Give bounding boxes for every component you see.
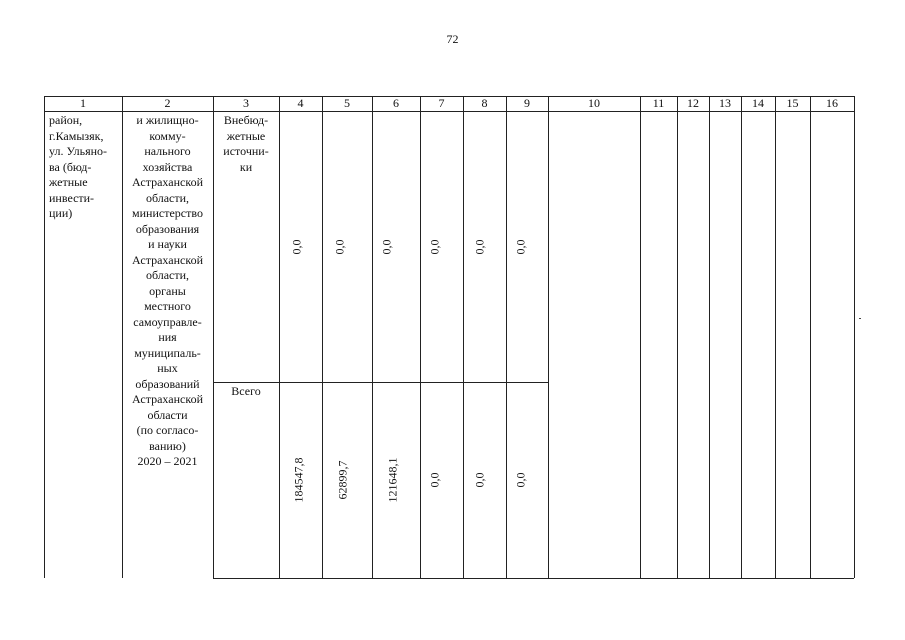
value-total-col8: 0,0	[472, 472, 487, 488]
col-header: 11	[652, 96, 665, 110]
col-border	[741, 96, 742, 578]
col-border	[322, 96, 323, 578]
col-border	[810, 96, 811, 578]
funding-source-extrabudgetary: Внебюд- жетные источни- ки	[223, 113, 269, 174]
table-bottom-border	[213, 578, 854, 579]
col-header: 7	[438, 96, 445, 110]
col-header: 8	[481, 96, 488, 110]
col-border	[677, 96, 678, 578]
col-border	[44, 96, 45, 578]
col-border	[640, 96, 641, 578]
col-header: 2	[164, 96, 171, 110]
value-total-col6: 121648,1	[385, 457, 400, 503]
col-border	[463, 96, 464, 578]
col-border	[420, 96, 421, 578]
row-divider	[213, 382, 548, 383]
object-location-cell: район, г.Камызяк, ул. Ульяно- ва (бюд- жетные инвести- ции)	[49, 113, 108, 220]
value-extrabudgetary-col7: 0,0	[427, 239, 442, 255]
value-extrabudgetary-col4: 0,0	[289, 239, 304, 255]
col-header: 13	[719, 96, 731, 110]
scan-speck	[859, 318, 861, 319]
funding-source-total: Всего	[231, 384, 261, 398]
value-total-col5: 62899,7	[335, 460, 350, 500]
value-extrabudgetary-col8: 0,0	[472, 239, 487, 255]
col-border	[548, 96, 549, 578]
col-header: 4	[297, 96, 304, 110]
value-total-col4: 184547,8	[291, 457, 306, 503]
col-header: 5	[344, 96, 350, 110]
responsible-executor-cell: и жилищно- комму- нального хозяйства Астраханской области, министерство образования и науки Астраханской области, органы местного самоуправле- ния муниципаль- ных образований Астраханской области (по согласо- ванию) 2020 – 2021	[132, 113, 203, 468]
col-header: 9	[524, 96, 530, 110]
value-total-col7: 0,0	[427, 472, 442, 488]
value-extrabudgetary-col6: 0,0	[379, 239, 394, 255]
col-header: 15	[786, 96, 799, 110]
value-extrabudgetary-col9: 0,0	[513, 239, 528, 255]
col-header: 12	[687, 96, 699, 110]
col-border	[506, 96, 507, 578]
col-header: 1	[80, 96, 86, 110]
col-border	[854, 96, 855, 578]
col-header: 14	[752, 96, 764, 110]
value-extrabudgetary-col5: 0,0	[332, 239, 347, 255]
col-border	[709, 96, 710, 578]
page-number: 72	[446, 32, 459, 46]
col-header: 3	[243, 96, 249, 110]
col-header: 16	[826, 96, 838, 110]
value-total-col9: 0,0	[513, 472, 528, 488]
col-header: 10	[588, 96, 600, 110]
col-border	[775, 96, 776, 578]
header-bottom-border	[44, 111, 854, 112]
col-border	[372, 96, 373, 578]
col-header: 6	[393, 96, 399, 110]
col-border	[279, 96, 280, 578]
